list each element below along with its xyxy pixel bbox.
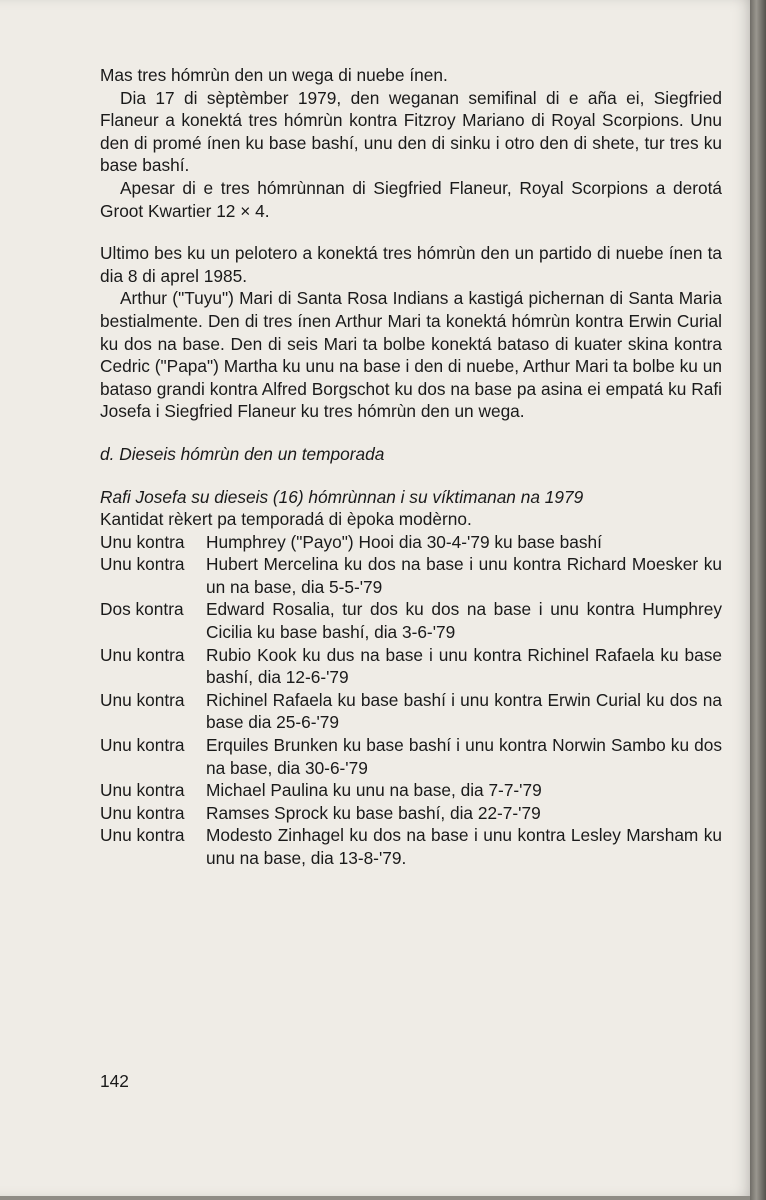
- list-item: [100, 802, 722, 825]
- homerun-detail: Modesto Zinhagel ku dos na base i unu kontra Lesley Marsham ku unu na base, dia 13-8-'79.: [206, 825, 722, 868]
- list-item: [100, 644, 722, 689]
- list-item: [100, 734, 722, 779]
- homerun-count: Unu kontra: [100, 735, 185, 756]
- homerun-detail: Rubio Kook ku dus na base i unu kontra Richinel Rafaela ku base bashí, dia 12-6-'79: [206, 644, 722, 688]
- list-item: [100, 531, 722, 554]
- list-subtitle: Kantidat rèkert pa temporadá di èpoka modèrno.: [100, 509, 472, 530]
- homerun-count: Unu kontra: [100, 531, 185, 552]
- paragraph: Mas tres hómrùn den un wega di nuebe ínen.: [100, 65, 448, 85]
- list-item: [100, 779, 722, 802]
- homerun-count: Unu kontra: [100, 644, 185, 665]
- homerun-detail: Michael Paulina ku unu na base, dia 7-7-'79: [206, 780, 542, 801]
- homerun-detail: Edward Rosalia, tur dos ku dos na base i unu kontra Humphrey Cicilia ku base bashí, dia 3-6-'79: [206, 599, 722, 643]
- homerun-count: Unu kontra: [100, 780, 185, 801]
- homerun-detail: Richinel Rafaela ku base bashí i unu kontra Erwin Curial ku dos na base dia 25-6-'79: [206, 689, 722, 733]
- paragraph: Dia 17 di sèptèmber 1979, den weganan semifinal di e aña ei, Siegfried Flaneur a konektá tres hómrùn kontra Fitzroy Mariano di Royal Scorpions. Unu den di promé ínen ku base bashí, unu den di sinku i otro den di shete, tur tres ku base bashí.: [100, 87, 722, 176]
- homerun-count: Unu kontra: [100, 554, 185, 575]
- paragraph: Ultimo bes ku un pelotero a konektá tres hómrùn den un partido di nuebe ínen ta dia 8 di aprel 1985.: [100, 243, 722, 286]
- list-item: [100, 689, 722, 734]
- list-item: [100, 553, 722, 598]
- paragraph: Arthur ("Tuyu") Mari di Santa Rosa Indians a kastigá pichernan di Santa Maria bestialmente. Den di tres ínen Arthur Mari ta konektá hómrùn kontra Erwin Curial ku dos na base. Den di seis Mari ta bolbe konektá bataso di kuater skina kontra Cedric ("Papa") Martha ku unu na base i den di nuebe, Arthur Mari ta bolbe ku un bataso grandi kontra Alfred Borgschot ku dos na base pa asina ei empatá ku Rafi Josefa i Siegfried Flaneur ku tres hómrùn den un wega.: [100, 288, 722, 422]
- page-text: [100, 64, 722, 870]
- homerun-count: Unu kontra: [100, 802, 185, 823]
- homerun-detail: Hubert Mercelina ku dos na base i unu kontra Richard Moesker ku un na base, dia 5-5-'79: [206, 554, 722, 597]
- homerun-detail: Erquiles Brunken ku base bashí i unu kontra Norwin Sambo ku dos na base, dia 30-6-'79: [206, 735, 722, 778]
- page-number: 142: [100, 1071, 129, 1091]
- paragraph: Apesar di e tres hómrùnnan di Siegfried Flaneur, Royal Scorpions a derotá Groot Kwartier 12 × 4.: [100, 177, 722, 221]
- list-item: [100, 598, 722, 643]
- list-title: Rafi Josefa su dieseis (16) hómrùnnan i su víktimanan na 1979: [100, 486, 584, 507]
- homerun-count: Unu kontra: [100, 825, 185, 846]
- homerun-list: [100, 531, 722, 870]
- homerun-detail: Humphrey ("Payo") Hooi dia 30-4-'79 ku base bashí: [206, 531, 602, 552]
- page-edge: [750, 0, 766, 1200]
- list-item: [100, 824, 722, 869]
- homerun-detail: Ramses Sprock ku base bashí, dia 22-7-'79: [206, 802, 541, 823]
- section-heading: d. Dieseis hómrùn den un temporada: [100, 443, 385, 464]
- homerun-count: Dos kontra: [100, 599, 184, 620]
- homerun-count: Unu kontra: [100, 689, 185, 710]
